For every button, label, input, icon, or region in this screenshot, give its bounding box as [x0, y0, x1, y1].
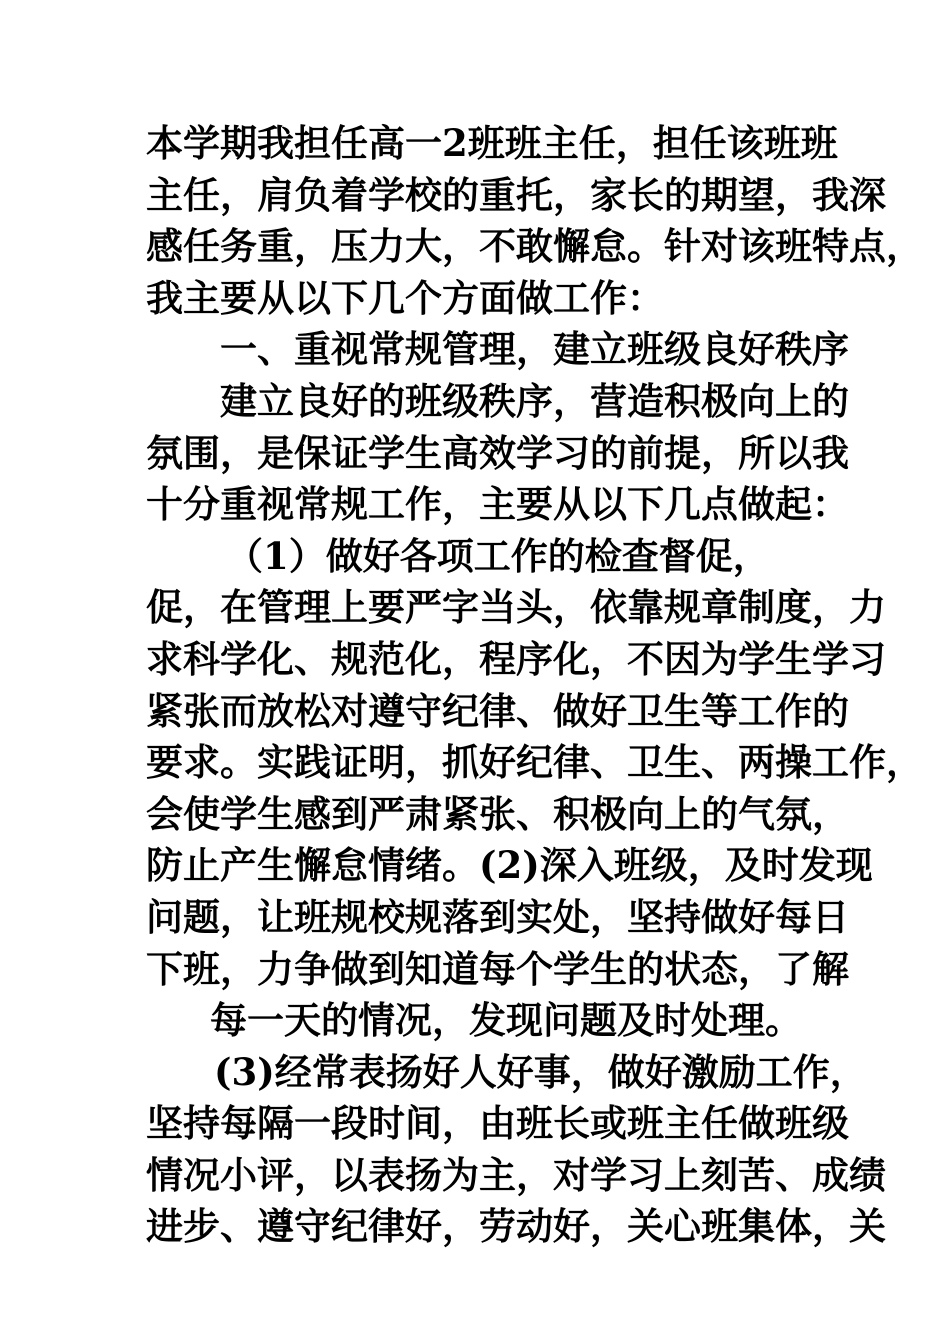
section-heading: 一、重视常规管理，建立班级良好秩序	[220, 327, 849, 372]
text-line: 进步、遵守纪律好，劳动好，关心班集体，关	[146, 1204, 886, 1249]
text-line: 会使学生感到严肃紧张、积极向上的气氛，	[146, 791, 849, 836]
text-line: 防止产生懈怠情绪。(2)深入班级，及时发现	[146, 843, 873, 888]
text-line: 问题，让班规校规落到实处，坚持做好每日	[146, 894, 849, 939]
text-line: 坚持每隔一段时间，由班长或班主任做班级	[146, 1101, 849, 1146]
text-line: 建立良好的班级秩序，营造积极向上的	[220, 378, 849, 423]
text-line: 紧张而放松对遵守纪律、做好卫生等工作的	[146, 688, 849, 733]
text-line: 情况小评，以表扬为主，对学习上刻苦、成绩	[146, 1152, 886, 1197]
text-line: 主任，肩负着学校的重托，家长的期望，我深	[146, 172, 886, 217]
text-line: 本学期我担任高一2班班主任，担任该班班	[146, 121, 838, 165]
text-line: 求科学化、规范化，程序化，不因为学生学习	[146, 636, 886, 681]
text-line: (3)经常表扬好人好事，做好激励工作，	[214, 1049, 867, 1094]
text-line: 下班，力争做到知道每个学生的状态，了解	[146, 946, 849, 991]
text-line: 促，在管理上要严字当头，依靠规章制度，力	[146, 585, 886, 630]
body-text	[146, 118, 923, 1253]
text-line: 每一天的情况，发现问题及时处理。	[210, 998, 802, 1043]
text-line: （1）做好各项工作的检查督促，	[226, 533, 770, 578]
text-line: 感任务重，压力大，不敢懈怠。针对该班特点，	[146, 224, 923, 269]
text-line: 氛围，是保证学生高效学习的前提，所以我	[146, 430, 849, 475]
text-line: 要求。实践证明，抓好纪律、卫生、两操工作，	[146, 740, 923, 785]
text-line: 十分重视常规工作，主要从以下几点做起：	[146, 482, 849, 527]
text-line: 我主要从以下几个方面做工作：	[146, 275, 664, 320]
